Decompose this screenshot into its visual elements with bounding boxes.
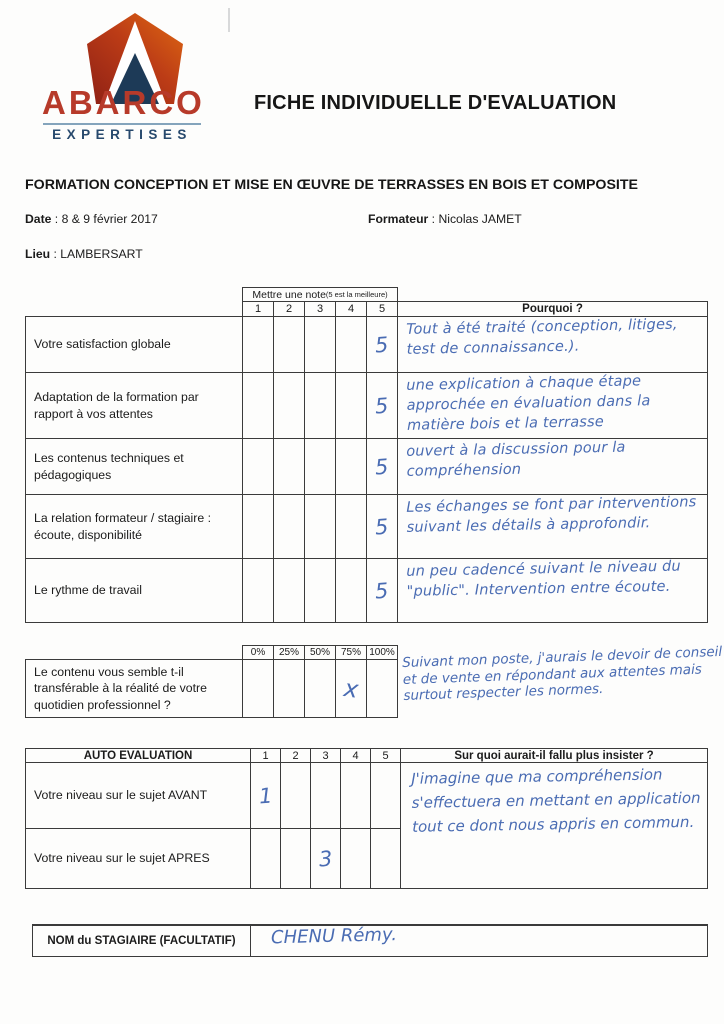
auto-row-label-avant: Votre niveau sur le sujet AVANT	[25, 762, 251, 829]
rating-cell	[304, 438, 336, 495]
handwritten-stagiaire-name: CHENU Rémy.	[270, 924, 398, 949]
auto-cell-marked	[310, 828, 341, 889]
rating-cell	[273, 558, 305, 623]
logo-subbrand-text: EXPERTISES	[52, 127, 192, 142]
rating-cell	[242, 316, 274, 373]
auto-cell	[370, 762, 401, 829]
lieu-label: Lieu	[25, 247, 51, 261]
percent-col-75: 75%	[335, 645, 367, 660]
comment-cell	[397, 494, 708, 559]
rating-col-3: 3	[304, 301, 336, 317]
rating-cell	[273, 494, 305, 559]
rating-col-5: 5	[366, 301, 398, 317]
rating-cell-marked	[366, 316, 398, 373]
rating-cell	[242, 494, 274, 559]
logo-brand-text: ABARCO	[42, 84, 205, 121]
rating-row-label: Les contenus techniques et pédagogiques	[25, 438, 243, 495]
percent-col-100: 100%	[366, 645, 398, 660]
rating-cell-marked	[366, 372, 398, 439]
auto-cell	[280, 828, 311, 889]
rating-cell-marked	[366, 438, 398, 495]
note-scale-header: Mettre une note	[252, 288, 326, 301]
rating-cell	[242, 372, 274, 439]
auto-col-3: 3	[310, 748, 341, 763]
insister-comment-cell	[400, 762, 708, 889]
auto-cell	[310, 762, 341, 829]
handwritten-comment: ouvert à la discussion pour la compréhension	[406, 439, 626, 480]
rating-cell	[335, 494, 367, 559]
rating-cell	[304, 494, 336, 559]
date-value: 8 & 9 février 2017	[61, 212, 158, 226]
handwritten-transfer-comment: Suivant mon poste, j'aurais le devoir de conseil et de vente en répondant aux attentes mais surtout respecter les normes.	[402, 643, 723, 704]
note-scale-header-small: (5 est la meilleure)	[325, 290, 388, 299]
percent-cell-marked	[335, 659, 367, 718]
comment-cell	[397, 316, 708, 373]
rating-cell	[242, 438, 274, 495]
rating-row-label: Adaptation de la formation par rapport à vos attentes	[25, 372, 243, 439]
transfer-question-label: Le contenu vous semble t-il transférable à la réalité de votre quotidien professionnel ?	[25, 659, 243, 718]
stagiaire-value-cell	[250, 924, 708, 957]
rating-cell	[273, 316, 305, 373]
auto-cell	[340, 828, 371, 889]
handwritten-x-mark: x	[342, 673, 360, 704]
lieu-line	[25, 247, 143, 261]
auto-cell	[280, 762, 311, 829]
rating-cell	[335, 438, 367, 495]
comment-cell	[397, 438, 708, 495]
lieu-sep: :	[50, 247, 61, 261]
percent-cell	[366, 659, 398, 718]
rating-cell	[242, 558, 274, 623]
rating-col-1: 1	[242, 301, 274, 317]
handwritten-insister-comment: J'imagine que ma compréhension s'effectuera en mettant en application tout ce dont nous appris en commun.	[411, 765, 701, 836]
handwritten-note: 5	[374, 578, 390, 603]
comment-cell	[397, 372, 708, 439]
percent-col-0: 0%	[242, 645, 274, 660]
auto-col-4: 4	[340, 748, 371, 763]
lieu-value: LAMBERSART	[60, 247, 143, 261]
handwritten-note: 5	[374, 514, 390, 539]
page-title: FICHE INDIVIDUELLE D'EVALUATION	[254, 92, 617, 114]
rating-cell-marked	[366, 494, 398, 559]
rating-cell	[304, 372, 336, 439]
rating-cell-marked	[366, 558, 398, 623]
scan-artifact-line	[228, 8, 230, 32]
percent-cell	[304, 659, 336, 718]
date-line	[25, 212, 158, 226]
insister-header: Sur quoi aurait-il fallu plus insister ?	[400, 748, 708, 763]
rating-cell	[304, 316, 336, 373]
auto-cell-marked	[250, 762, 281, 829]
rating-col-2: 2	[273, 301, 305, 317]
auto-cell	[250, 828, 281, 889]
handwritten-note: 3	[317, 846, 334, 871]
auto-row-label-apres: Votre niveau sur le sujet APRES	[25, 828, 251, 889]
rating-cell	[273, 438, 305, 495]
handwritten-note: 1	[257, 783, 274, 808]
rating-cell	[273, 372, 305, 439]
handwritten-comment: un peu cadencé suivant le niveau du "public". Intervention entre écoute.	[406, 558, 682, 600]
handwritten-note: 5	[374, 454, 390, 479]
rating-cell	[335, 558, 367, 623]
percent-col-25: 25%	[273, 645, 305, 660]
date-label: Date	[25, 212, 52, 226]
pourquoi-header: Pourquoi ?	[397, 301, 708, 317]
auto-col-5: 5	[370, 748, 401, 763]
rating-row-label: Le rythme de travail	[25, 558, 243, 623]
rating-cell	[304, 558, 336, 623]
auto-col-2: 2	[280, 748, 311, 763]
handwritten-comment: Tout à été traité (conception, litiges, test de connaissance.).	[406, 316, 678, 358]
rating-row-label: Votre satisfaction globale	[25, 316, 243, 373]
rating-cell	[335, 316, 367, 373]
formateur-line	[368, 212, 522, 226]
logo-divider-line	[43, 123, 201, 125]
auto-cell	[370, 828, 401, 889]
note-scale-header-cell	[242, 287, 398, 302]
auto-col-1: 1	[250, 748, 281, 763]
rating-cell	[335, 372, 367, 439]
date-sep: :	[51, 212, 62, 226]
comment-cell	[397, 558, 708, 623]
handwritten-note: 5	[374, 332, 390, 357]
rating-row-label: La relation formateur / stagiaire : écoute, disponibilité	[25, 494, 243, 559]
formateur-value: Nicolas JAMET	[438, 212, 522, 226]
auto-eval-header: AUTO EVALUATION	[25, 748, 251, 763]
percent-col-50: 50%	[304, 645, 336, 660]
formateur-label: Formateur	[368, 212, 429, 226]
auto-cell	[340, 762, 371, 829]
percent-cell	[273, 659, 305, 718]
stagiaire-label-cell: NOM du STAGIAIRE (FACULTATIF)	[32, 924, 251, 957]
handwritten-comment: Les échanges se font par interventions suivant les détails à approfondir.	[406, 494, 697, 536]
formation-title: FORMATION CONCEPTION ET MISE EN ŒUVRE DE TERRASSES EN BOIS ET COMPOSITE	[25, 177, 639, 193]
formateur-sep: :	[428, 212, 439, 226]
handwritten-comment: une explication à chaque étape approchée en évaluation dans la matière bois et la terrasse	[406, 373, 651, 434]
handwritten-note: 5	[374, 393, 390, 418]
rating-col-4: 4	[335, 301, 367, 317]
percent-cell	[242, 659, 274, 718]
